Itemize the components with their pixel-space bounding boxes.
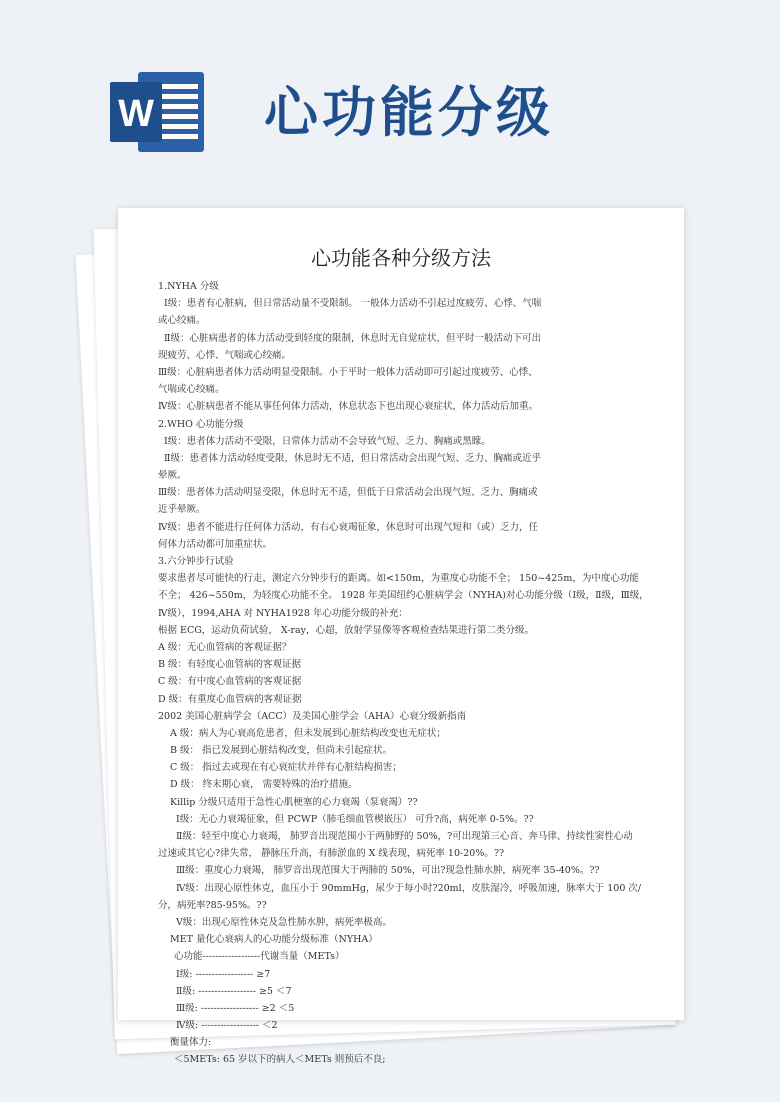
document-line: 现疲劳、心悸、气喘或心绞痛。	[158, 349, 292, 361]
document-line: Ⅱ级：轻至中度心力衰竭， 肺罗音出现范围小于两肺野的 50%，?可出现第三心音、奔马律、持续性窦性心动	[176, 831, 633, 842]
document-line: Ⅰ级：无心力衰竭征象，但 PCWP（肺毛细血管楔嵌压） 可升?高，病死率 0-5%。??	[176, 813, 534, 825]
document-line: 3.六分钟步行试验	[158, 556, 234, 567]
document-line: Ⅰ级: ------------------ ≥7	[176, 968, 271, 980]
document-line: 2002 美国心脏病学会（ACC）及美国心脏学会（AHA）心衰分级新指南	[158, 710, 467, 722]
document-line: 何体力活动都可加重症状。	[158, 538, 273, 550]
document-line: Ⅰ级：患者体力活动不受限，日常体力活动不会导致气短、乏力、胸痛或黑矇。	[164, 435, 491, 447]
document-line: 晕厥。	[158, 470, 187, 482]
document-line: Ⅱ级：心脏病患者的体力活动受到轻度的限制，休息时无自觉症状，但平时一般活动下可出	[164, 332, 541, 344]
document-line: 气喘或心绞痛。	[158, 384, 225, 396]
document-line: Ⅱ级：患者体力活动轻度受限，休息时无不适，但日常活动会出现气短、乏力、胸痛或近乎	[164, 452, 541, 464]
document-line: 不全； 426~550m，为轻度心功能不全。 1928 年美国纽约心脏病学会（NYHA)对心功能分级（Ⅰ级，Ⅱ级，Ⅲ级，	[158, 590, 649, 602]
document-body	[158, 278, 678, 1069]
document-line: Ⅳ级: ------------------ ＜2	[176, 1020, 278, 1032]
document-line: Ⅴ级：出现心原性休克及急性肺水肿，病死率极高。	[176, 916, 392, 928]
document-line: A 级：无心血管病的客观证据？	[158, 641, 292, 653]
document-line: 近乎晕厥。	[158, 504, 206, 516]
document-line: MET 量化心衰病人的心功能分级标准（NYHA）	[170, 934, 378, 946]
document-line: B 级：有轻度心血管病的客观证据	[158, 659, 302, 671]
document-line: 分，病死率?85-95%。??	[158, 899, 267, 911]
document-line: Killip 分级只适用于急性心肌梗塞的心力衰竭（泵衰竭）??	[170, 796, 418, 808]
document-page	[118, 208, 684, 1066]
document-line: 要求患者尽可能快的行走，测定六分钟步行的距离。如<150m，为重度心功能不全； 150~425m，为中度心功能	[158, 573, 639, 585]
document-line: 1.NYHA 分级	[158, 281, 219, 292]
document-line: C 级： 指过去或现在有心衰症状并伴有心脏结构损害；	[170, 762, 402, 774]
document-line: Ⅱ级: ------------------ ≥5 ＜7	[176, 985, 292, 997]
word-icon-letter: W	[118, 93, 154, 135]
document-line: Ⅲ级：重度心力衰竭， 肺罗音出现范围大于两肺的 50%，可出?现急性肺水肿，病死率 35-40%。??	[176, 865, 600, 877]
document-line: A 级：病人为心衰高危患者，但未发展到心脏结构改变也无症状；	[170, 727, 446, 739]
document-line: 过速或其它心?律失常， 静脉压升高，有肺淤血的 X 线表现，病死率 10-20%。??	[158, 848, 505, 860]
document-line: Ⅳ级：患者不能进行任何体力活动，有右心衰竭征象，休息时可出现气短和（或）乏力，任	[158, 521, 538, 533]
document-line: Ⅲ级: ------------------ ≥2 ＜5	[176, 1002, 295, 1014]
document-line: C 级：有中度心血管病的客观证据	[158, 676, 302, 688]
document-line: 衡量体力:	[170, 1037, 212, 1049]
document-line: Ⅰ级：患者有心脏病，但日常活动量不受限制。 一般体力活动不引起过度疲劳、心悸、气喘	[164, 298, 542, 310]
document-line: Ⅲ级：心脏病患者体力活动明显受限制。小于平时一般体力活动即可引起过度疲劳、心悸、	[158, 366, 538, 378]
banner	[0, 0, 780, 200]
document-line: 2.WHO 心功能分级	[158, 418, 244, 430]
document-line: 根据 ECG，运动负荷试验， X-ray，心超，放射学显像等客观检查结果进行第二类分级。	[158, 624, 535, 636]
document-title: 心功能各种分级方法	[311, 246, 491, 270]
document-line: Ⅳ级：心脏病患者不能从事任何体力活动，休息状态下也出现心衰症状，体力活动后加重。	[158, 401, 538, 413]
document-line: 或心绞痛。	[158, 315, 206, 327]
document-line: Ⅳ级），1994,AHA 对 NYHA1928 年心功能分级的补充：	[158, 607, 408, 619]
document-line: Ⅳ级：出现心原性休克，血压小于 90mmHg，尿少于每小时?20ml，皮肤湿冷，呼吸加速，脉率大于 100 次/	[176, 882, 642, 894]
document-line: 心功能------------------代谢当量（METs）	[174, 951, 345, 963]
document-line: Ⅲ级：患者体力活动明显受限，休息时无不适，但低于日常活动会出现气短、乏力、胸痛或	[158, 487, 538, 499]
word-document-icon	[108, 68, 208, 156]
banner-title: 心功能分级	[264, 81, 554, 144]
document-line: ＜5METs: 65 岁以下的病人＜METs 则预后不良;	[174, 1054, 386, 1066]
document-line: D 级： 终末期心衰， 需要特殊的治疗措施。	[170, 779, 358, 791]
document-line: B 级： 指已发展到心脏结构改变，但尚未引起症状。	[170, 745, 393, 757]
document-line: D 级：有重度心血管病的客观证据	[158, 693, 302, 705]
